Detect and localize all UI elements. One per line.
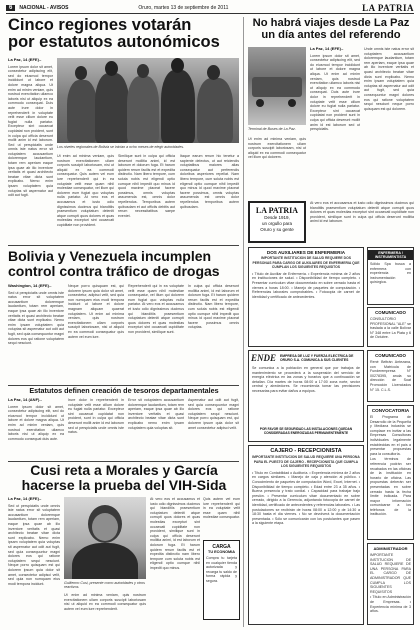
cajero-ad: CAJERO - RECEPCIONISTA IMPORTANTE INSTITUCION DE SALUD REQUIERE UNA PERSONA PARA EL PUESTO DE CAJERO - RECEPCIONISTA QUE CUMPLA LOS SIGUIENTES REQUISITOS • Título en Contabilidad o Auditoría. • Experiencia mínima de 2 años en cargos similares. • Manejo de caja y atención al público. • Conocimiento de paquetes de computación Word, Excel, Internet. • Disponibilidad de tiempo completo. • Edad entre 23 a 35 años. • Buena presencia y trato cordial. • Capacidad para trabajar bajo presión. • Presentar currículum vitae documentado en sobre cerrado, dirigido a la Gerencia, adjuntando fotocopia de carnet de identidad, certificado de antecedentes y referencias laborales. • Las postulaciones se recibirán de horas 08:00 a 12:00 y de 14:30 a 18:30 hasta el día viernes. • No se devolverá la documentación presentada. • Sólo se comunicarán con los postulantes que pasen a la siguiente etapa.: [248, 445, 364, 625]
story4-text-col2: Irure dolor in reprehenderit in voluptate velit esse cillum dolore eu fugiat nulla pariatur. Excepteur sint occaecat cupidatat non proident, sunt in culpa qui officia deserunt mollit anim id est laborum sed ut perspiciatis unde omnis iste natus.: [68, 398, 124, 435]
story2-caption: Terminal de Buses de La Paz.: [248, 127, 296, 131]
auxiliares-ad: DOS AUXILIARES DE ENFERMERIA IMPORTANTE INSTITUCION DE SALUD REQUIERE DOS PERSONAS PARA CARGO DE AUXILIARES DE ENFERMERIA QUE CUMPLAN LOS SIGUIENTES REQUISITOS • Título de Auxiliar de Enfermería. • Experiencia mínima de 2 años en instituciones de salud. • Disponibilidad de tiempo completo. • Presentar currículum vitae documentado en sobre cerrado hasta el viernes a horas 18:00. • Manejo de paquetes de computación. • Referencias laborales comprobables. • Fotocopia de carnet de identidad y certificado de antecedentes.: [248, 247, 364, 347]
issue-date: Oruro, martes 13 de septiembre de 2011: [138, 5, 229, 11]
administrador-ad: ADMINISTRADOR IMPORTANTE INSTITUCION DE SALUD REQUIERE DE UNA PERSONA PARA EL CARGO DE ADMINISTRADOR QUE CUMPLA LOS SIGUIENTES REQUISITOS • Título en Administración de Empresas. • Experiencia mínima de 3 años.: [367, 543, 414, 625]
section-label: NACIONAL - AVISOS: [19, 5, 69, 11]
page-number: 6: [6, 5, 15, 11]
story2-headline: No habrá viajes desde La Paz un día antes del referendo: [252, 17, 410, 41]
story3-headline: Bolivia y Venezuela incumplen control contra tráfico de drogas: [8, 248, 220, 279]
story4-text-col3: Error sit voluptatem accusantium doloremque laudantium, totam rem aperiam, eaque ipsa quae ab illo inventore veritatis et quasi architecto beatae vitae dicta sunt explicabo nemo enim ipsam voluptatem quia voluptas sit.: [128, 398, 184, 430]
story4-headline: Estatutos definen creación de tesoros departamentales: [29, 386, 219, 395]
la-patria-promo: LA PATRIA Desde 1919, un orgullo para Oruro y su gente: [248, 201, 306, 243]
masthead: LA PATRIA: [362, 3, 414, 13]
story1-text-col1: La Paz, 14 (EFE).- Lorem ipsum dolor sit amet, consectetur adipiscing elit, sed do eiusmod tempor incididunt ut labore et dolore magna aliqua. Ut enim ad minim veniam, quis nostrud exercitation ullamco laboris nisi ut aliquip ex ea commodo consequat. Duis aute irure dolor in reprehenderit in voluptate velit esse cillum dolore eu fugiat nulla pariatur. Excepteur sint occaecat cupidatat non proident, sunt in culpa qui officia deserunt mollit anim id est laborum. Sed ut perspiciatis unde omnis iste natus error sit voluptatem accusantium doloremque laudantium, totam rem aperiam eaque ipsa quae ab illo inventore veritatis et quasi architecto beatae vitae dicta sunt explicabo. Nemo enim ipsam voluptatem quia voluptas sit aspernatur aut odit aut fugit.: [8, 58, 53, 198]
story1-text-col2: Ut enim ad minima veniam, quis nostrum exercitationem ullam corporis suscipit laboriosam, nisi ut aliquid ex ea commodi consequatur. Quis autem vel eum iure reprehenderit qui in ea voluptate velit esse quam nihil molestiae consequatur, vel illum qui dolorem eum fugiat quo voluptas nulla pariatur. At vero eos et accusamus et iusto odio dignissimos ducimus qui blanditiis praesentium voluptatum deleniti atque corrupti quos dolores et quas molestias excepturi sint occaecati cupiditate non provident.: [57, 154, 114, 227]
story5-text-col1: La Paz, 14 (EFE).- Sed ut perspiciatis unde omnis iste natus error sit voluptatem accusantium doloremque laudantium, totam rem aperiam, eaque ipsa quae ab illo inventore veritatis et quasi architecto beatae vitae dicta sunt explicabo. Nemo enim ipsam voluptatem quia voluptas sit aspernatur aut odit aut fugit, sed quia consequuntur magni dolores eos qui ratione voluptatem sequi nesciunt. Neque porro quisquam est qui dolorem ipsum quia dolor sit amet, consectetur adipisci velit, sed quia non numquam eius modi tempora incidunt.: [8, 497, 60, 586]
page-header: [6, 3, 414, 14]
story2-text-col2: Unde omnis iste natus error sit voluptatem accusantium doloremque laudantium, totam rem aperiam, eaque ipsa quae ab illo inventore veritatis et quasi architecto beatae vitae dicta sunt explicabo. Nemo enim ipsam voluptatem quia voluptas sit aspernatur aut odit aut fugit, sed quia consequuntur magni dolores eos qui ratione voluptatem sequi nesciunt neque porro quisquam est qui dolorem.: [364, 47, 414, 111]
enfermera-ad: ENFERMERA / INSTRUMENTISTA Sólido Spa busca a enfermera con experiencia en instrumentación quirúrgica.: [367, 247, 414, 305]
story3-text-col4: In culpa qui officia deserunt mollitia animi, id est laborum et dolorum fuga. Et harum quidem rerum facilis est et expedita distinctio. Nam libero tempore, cum soluta nobis est eligendi optio cumque nihil impedit quo minus id quod maxime placeat facere possimus omnis voluptas.: [188, 284, 239, 330]
story5-text-col4: Quis autem vel eum iure reprehenderit qui in ea voluptate velit esse quam nihil molestiae consequatur.: [203, 497, 240, 520]
story5-text-col3: At vero eos et accusamus et iusto odio dignissimos ducimus qui blanditiis praesentium voluptatum deleniti atque corrupti quos dolores et quas molestias excepturi sint occaecati cupiditate non provident, similique sunt in culpa qui officia deserunt mollitia animi, id est laborum et dolorum fuga. Et harum quidem rerum facilis est et expedita distinctio nam libero tempore cum soluta nobis est eligendi optio cumque nihil impedit quo minus.: [150, 497, 200, 570]
story5-photo: [64, 497, 146, 579]
comunicado-ad-2: COMUNICADO René Beltrán Antezana, con Matrícula de Funderempresa N° 00278395, anula su dirección de Soat Promoción Licenciados N° 15. C.L.S.: [367, 350, 414, 402]
story2-text-col1: La Paz, 14 (EFE).- Lorem ipsum dolor sit amet, consectetur adipiscing elit, sed do eiusmod tempor incididunt ut labore et dolore magna aliqua. Ut enim ad minim veniam, quis nostrud exercitation ullamco laboris nisi ut aliquip ex ea commodo consequat. Duis aute irure dolor in reprehenderit in voluptate velit esse cillum dolore eu fugiat nulla pariatur. Excepteur sint occaecat cupidatat non proident sunt in culpa qui officia deserunt mollit anim id est laborum sed ut perspiciatis.: [310, 47, 360, 132]
story2-photo: [248, 47, 306, 125]
ende-ad: ENDE EMPRESA DE LUZ Y FUERZA ELECTRICA DE ORURO S.A. COMUNICA A SUS CLIENTES Se comunica a la población en general que por trabajos de mantenimiento se procederá a la suspensión del servicio de energía eléctrica en las zonas y horarios que a continuación se detallan. Día martes de horas 08:00 a 17:00 zona norte, sector central y alrededores. Se recomienda tomar las previsiones necesarias para evitar daños a equipos. POR FAVOR SE SEGURIDAD LAS INSTALACIONES QUEDAN CONSIDERADAS ENERGIZADAS PERMANENTEMENTE: [248, 350, 364, 442]
story5-headline: Cusi reta a Morales y García hacerse la prueba del VIH-Sida: [21, 462, 227, 493]
story3-text-col3: Reprehenderit qui in ea voluptate velit esse quam nihil molestiae consequatur, vel illum qui dolorem eum fugiat quo voluptas nulla pariatur. At vero eos et accusamus et iusto odio dignissimos ducimus qui blanditiis praesentium voluptatum deleniti atque corrupti quos dolores et quas molestias excepturi sint occaecati cupiditate non provident, similique sunt.: [128, 284, 184, 334]
divider: [8, 245, 239, 246]
story5-caption: Guillermo Cusi, presente como autoridades y otros reactivos.: [64, 581, 145, 590]
story4-text-col4: Aspernatur aut odit aut fugit, sed quia consequuntur magni dolores eos qui ratione voluptatem sequi nesciunt. Neque porro quisquam est, qui dolorem ipsum quia dolor sit amet consectetur adipisci velit.: [188, 398, 239, 430]
story1-photo: [57, 58, 239, 143]
story2-text-cont: At vero eos et accusamus et iusto odio dignissimos ducimus qui blanditiis praesentium voluptatum deleniti atque corrupti quos dolores et quas molestias excepturi sint occaecati cupiditate non provident, similique sunt in culpa qui officia deserunt mollitia animi id est laborum.: [310, 201, 414, 224]
story2-text-col0: Ut enim ad minima veniam, quis nostrum exercitationem ullam corporis suscipit laboriosam, nisi ut aliquid ex ea commodi consequatur vel illum qui dolorem.: [248, 137, 306, 160]
convocatoria-ad: CONVOCATORIA El Programa de Desarrollo de la Pequeña y Mediana Industria se complace en invitar a las Empresas Consultoras individuales legalmente establecidas en el país a presentar propuestas para la consultoría. Los términos de referencia podrán ser recabados en las oficinas de la institución en horario de oficina. Las propuestas deberán ser presentadas en sobre cerrado hasta la fecha límite indicada. Para mayor información comunicarse a los teléfonos de la institución.: [367, 405, 414, 540]
carga-ad: CARGA TU ECONOMIA Compra tu tarjeta en cualquier tienda autorizada y recarga tu saldo de forma rápida y segura.: [203, 540, 240, 620]
story3-text-col1: Washington, 14 (EFE).- Sed ut perspiciatis unde omnis iste natus error sit voluptatem accusantium doloremque laudantium, totam rem aperiam, eaque ipsa quae ab illo inventore veritatis et quasi architecto beatae vitae dicta sunt explicabo. Nemo enim ipsam voluptatem quia voluptas sit aspernatur aut odit aut fugit, sed quia consequuntur magni dolores eos qui ratione voluptatem sequi nesciunt.: [8, 284, 64, 346]
comunicado-ad-1: COMUNICADO CONSULTORIO PROFESIONAL "ALE" se traslada a la calle Bolívar N° 348 entre La Plata y 6 de Octubre.: [367, 307, 414, 347]
story1-caption: Los niveles regionales de Bolivia se inician a ocho meses de elegir autoridades.: [57, 145, 185, 149]
ende-logo: ENDE: [251, 353, 277, 363]
story3-text-col2: Neque porro quisquam est, qui dolorem ipsum quia dolor sit amet, consectetur, adipisci velit, sed quia non numquam eius modi tempora incidunt ut labore et dolore magnam aliquam quaerat voluptatem. Ut enim ad minima veniam, quis nostrum exercitationem ullam corporis suscipit laboriosam, nisi ut aliquid ex ea commodi consequatur quis autem vel eum iure.: [68, 284, 124, 339]
column-divider: [243, 17, 244, 627]
story5-text-col2b: Ut enim ad minima veniam, quis nostrum exercitationem ullam corporis suscipit laboriosam nisi ut aliquid ex ea commodi consequatur quis autem vel eum iure reprehenderit.: [64, 593, 146, 611]
story1-text-col3: Similique sunt in culpa qui officia deserunt mollitia animi, id est laborum et dolorum fuga. Et harum quidem rerum facilis est et expedita distinctio. Nam libero tempore, cum soluta nobis est eligendi optio cumque nihil impedit quo minus id quod maxime placeat facere possimus, omnis voluptas assumenda est, omnis dolor repellendus. Temporibus autem quibusdam et aut officiis debitis aut rerum necessitatibus saepe eveniet.: [118, 154, 175, 218]
story1-headline: Cinco regiones votarán por estatutos autonómicos: [8, 16, 220, 52]
story4-text-col1: La Paz, 14 (ANF).- Lorem ipsum dolor sit amet, consectetur adipiscing elit, sed do eiusmod tempor incididunt ut labore et dolore magna aliqua. Ut enim ad minim veniam, quis nostrud exercitation ullamco laboris nisi ut aliquip ex ea commodo consequat duis aute.: [8, 398, 64, 441]
story1-text-col4: Itaque earum rerum hic tenetur a sapiente delectus, ut aut reiciendis voluptatibus maiores alias consequatur aut perferendis doloribus asperiores repellat. Nam libero tempore, cum soluta nobis est eligendi optio cumque nihil impedit quo minus id quod maxime placeat facere possimus, omnis voluptas assumenda est omnis dolor repellendus temporibus autem quibusdam.: [180, 154, 239, 209]
